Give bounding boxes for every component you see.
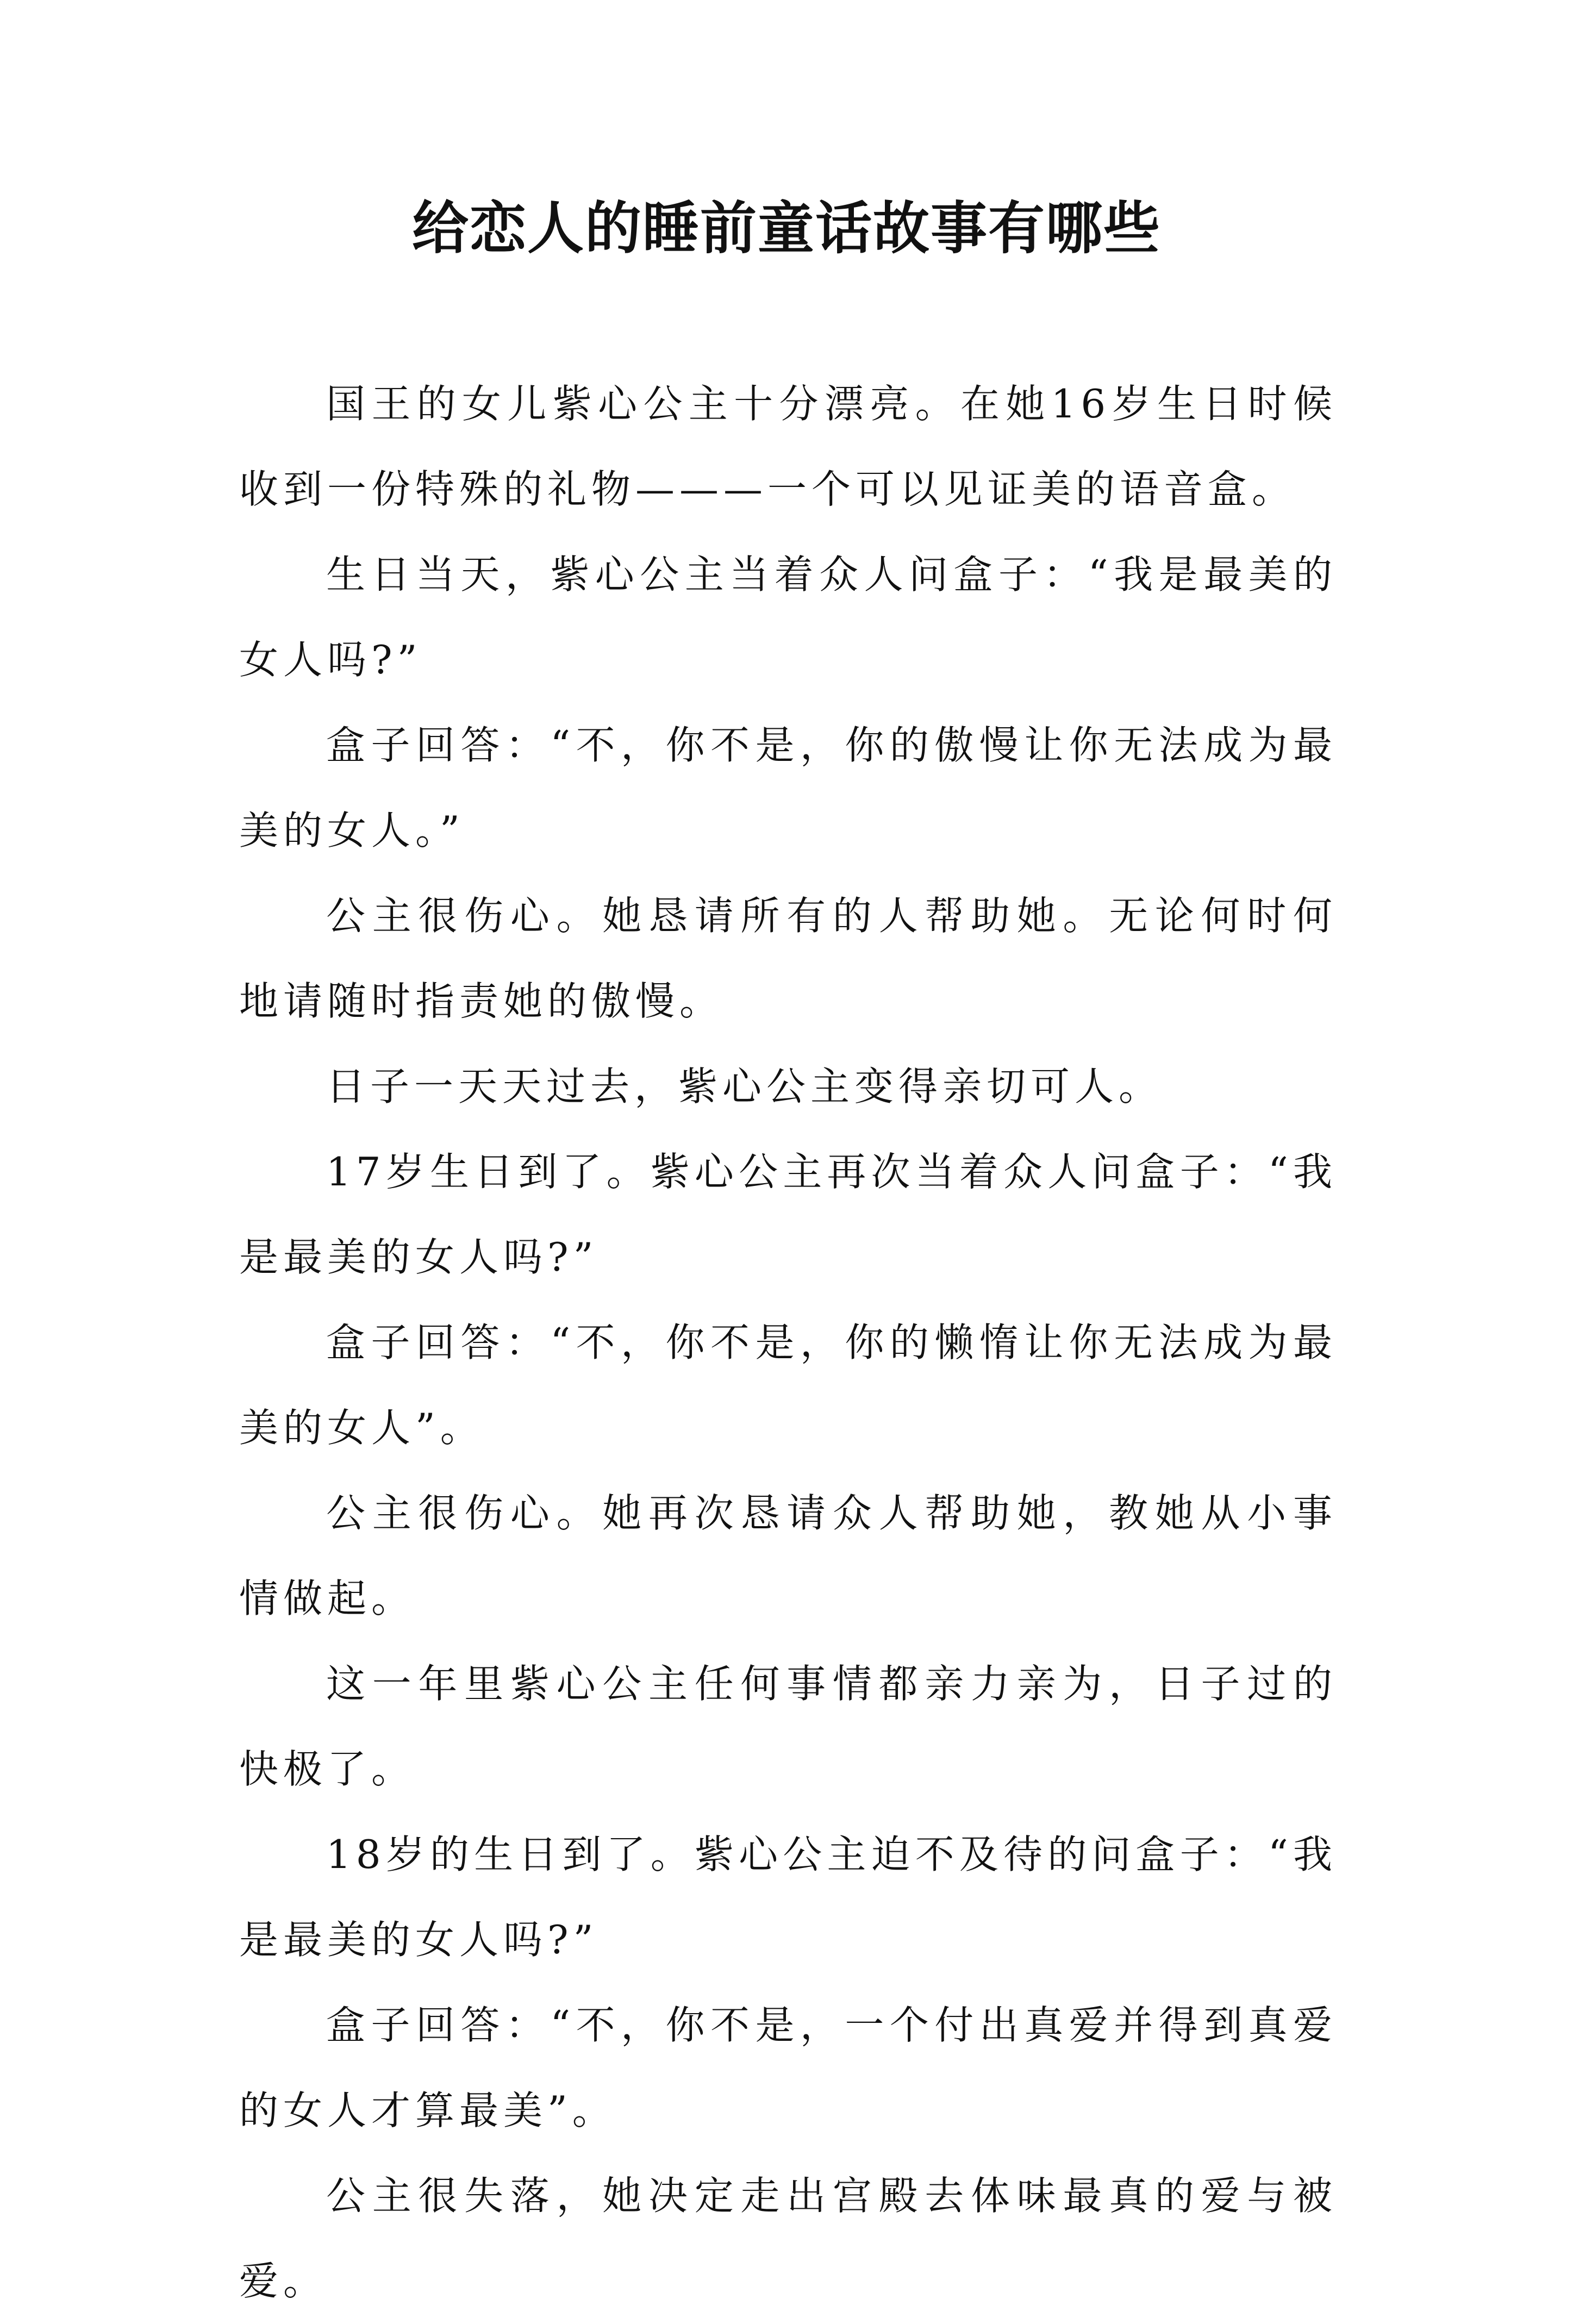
document-title: 给恋人的睡前童话故事有哪些: [411, 195, 1161, 261]
paragraph-5: 日子一天天过去，紫心公主变得亲切可人。: [326, 1064, 1163, 1109]
paragraph-6: 17岁生日到了。紫心公主再次当着众人问盒子：“我是最美的女人吗?”: [239, 1149, 1337, 1280]
paragraph-12: 公主很失落，她决定走出宫殿去体味最真的爱与被爱。: [239, 2173, 1337, 2304]
paragraph-9: 这一年里紫心公主任何事情都亲力亲为，日子过的快极了。: [239, 1661, 1337, 1792]
paragraph-3: 盒子回答：“不，你不是，你的傲慢让你无法成为最美的女人。”: [239, 722, 1337, 853]
story-body: [239, 361, 1337, 2324]
paragraph-4: 公主很伤心。她恳请所有的人帮助她。无论何时何地请随时指责她的傲慢。: [239, 893, 1337, 1024]
paragraph-2: 生日当天，紫心公主当着众人问盒子：“我是最美的女人吗?”: [239, 552, 1337, 683]
paragraph-10: 18岁的生日到了。紫心公主迫不及待的问盒子：“我是最美的女人吗?”: [239, 1832, 1337, 1963]
paragraph-8: 公主很伤心。她再次恳请众人帮助她，教她从小事情做起。: [239, 1490, 1337, 1621]
paragraph-1: 国王的女儿紫心公主十分漂亮。在她16岁生日时候收到一份特殊的礼物———一个可以见证美的语音盒。: [239, 381, 1337, 512]
paragraph-11: 盒子回答：“不，你不是，一个付出真爱并得到真爱的女人才算最美”。: [239, 2002, 1337, 2133]
paragraph-7: 盒子回答：“不，你不是，你的懒惰让你无法成为最美的女人”。: [239, 1320, 1337, 1451]
